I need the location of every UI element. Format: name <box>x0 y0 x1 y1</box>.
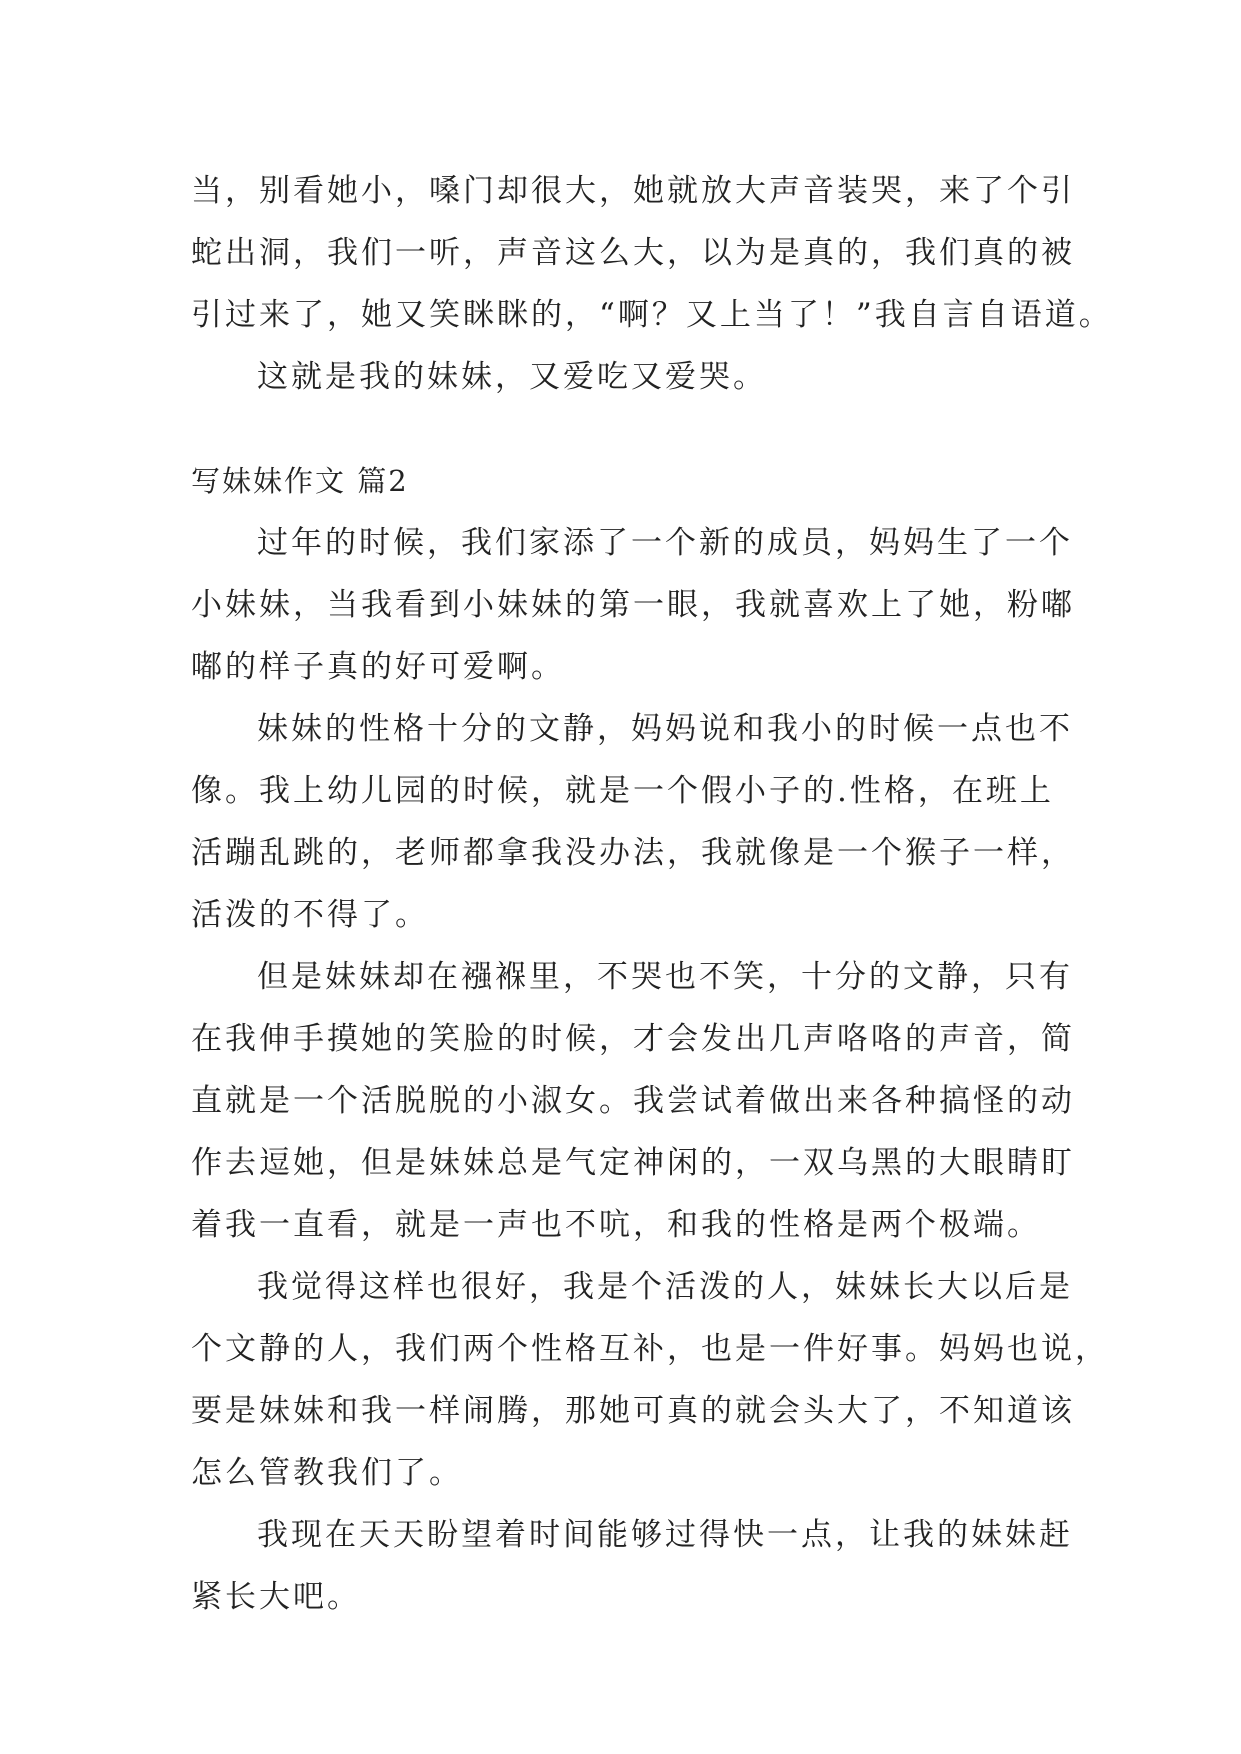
text-line: 小妹妹，当我看到小妹妹的第一眼，我就喜欢上了她，粉嘟 <box>191 587 1075 623</box>
text-line: 过年的时候，我们家添了一个新的成员，妈妈生了一个 <box>257 525 1073 561</box>
text-line: 活蹦乱跳的，老师都拿我没办法，我就像是一个猴子一样， <box>191 835 1075 871</box>
text-line: 妹妹的性格十分的文静，妈妈说和我小的时候一点也不 <box>257 711 1073 747</box>
paragraph <box>191 512 1075 698</box>
text-line: 在我伸手摸她的笑脸的时候，才会发出几声咯咯的声音，简 <box>191 1021 1075 1057</box>
essay-section <box>191 450 1109 1628</box>
text-line: 怎么管教我们了。 <box>191 1455 463 1491</box>
text-line: 我现在天天盼望着时间能够过得快一点，让我的妹妹赶 <box>257 1517 1073 1553</box>
text-line: 作去逗她，但是妹妹总是气定神闲的，一双乌黑的大眼睛盯 <box>191 1145 1075 1181</box>
text-line: 活泼的不得了。 <box>191 897 429 933</box>
text-line: 当，别看她小，嗓门却很大，她就放大声音装哭，来了个引 <box>191 173 1075 209</box>
text-line: 紧长大吧。 <box>191 1579 361 1615</box>
paragraph <box>191 1504 1073 1628</box>
text-line: 但是妹妹却在襁褓里，不哭也不笑，十分的文静，只有 <box>257 959 1073 995</box>
paragraph <box>191 946 1075 1256</box>
text-line: 我觉得这样也很好，我是个活泼的人，妹妹长大以后是 <box>257 1269 1073 1305</box>
previous-essay-ending <box>191 160 1113 408</box>
text-line: 引过来了，她又笑眯眯的，“啊？又上当了！”我自言自语道。 <box>191 297 1113 333</box>
text-line: 个文静的人，我们两个性格互补，也是一件好事。妈妈也说， <box>191 1331 1109 1367</box>
text-line: 嘟的样子真的好可爱啊。 <box>191 649 565 685</box>
paragraph <box>191 698 1075 946</box>
text-line: 像。我上幼儿园的时候，就是一个假小子的.性格，在班上 <box>191 773 1054 809</box>
section-title: 写妹妹作文 篇2 <box>191 464 409 498</box>
text-line: 蛇出洞，我们一听，声音这么大，以为是真的，我们真的被 <box>191 235 1075 271</box>
closing-paragraph: 这就是我的妹妹，又爱吃又爱哭。 <box>257 359 767 395</box>
text-line: 着我一直看，就是一声也不吭，和我的性格是两个极端。 <box>191 1207 1041 1243</box>
text-line: 直就是一个活脱脱的小淑女。我尝试着做出来各种搞怪的动 <box>191 1083 1075 1119</box>
paragraph <box>191 1256 1109 1504</box>
text-line: 要是妹妹和我一样闹腾，那她可真的就会头大了，不知道该 <box>191 1393 1075 1429</box>
